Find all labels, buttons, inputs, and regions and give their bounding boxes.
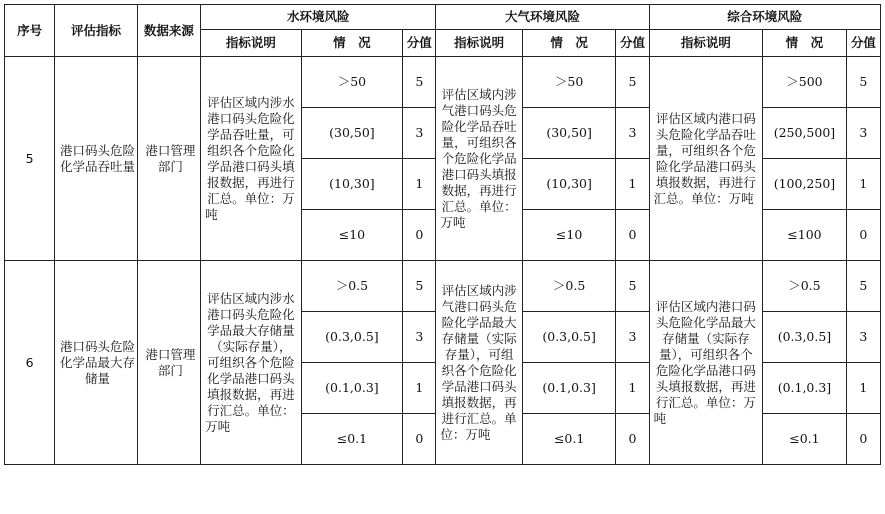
source-cell: 港口管理部门 bbox=[137, 261, 200, 465]
water-score-cell: 0 bbox=[403, 414, 436, 465]
combined-score-cell: 5 bbox=[846, 261, 880, 312]
combined-condition-cell: (250,500] bbox=[763, 108, 846, 159]
header-combined-risk: 综合环境风险 bbox=[649, 5, 880, 30]
header-source: 数据来源 bbox=[137, 5, 200, 57]
combined-desc-cell: 评估区域内港口码头危险化学品吞吐量，可组织各个危险化学品港口码头填报数据，再进行汇总。单位：万吨 bbox=[649, 57, 763, 261]
water-condition-cell: ＞0.5 bbox=[301, 261, 403, 312]
header-indicator: 评估指标 bbox=[55, 5, 137, 57]
combined-condition-cell: (0.3,0.5] bbox=[763, 312, 846, 363]
header-row-1 bbox=[5, 5, 881, 30]
air-score-cell: 1 bbox=[616, 159, 649, 210]
combined-condition-cell: ＞500 bbox=[763, 57, 846, 108]
combined-score-cell: 3 bbox=[846, 108, 880, 159]
combined-score-cell: 0 bbox=[846, 210, 880, 261]
header-combined-condition: 情 况 bbox=[763, 30, 846, 57]
combined-condition-cell: ≤0.1 bbox=[763, 414, 846, 465]
air-condition-cell: (10,30] bbox=[522, 159, 616, 210]
water-condition-cell: ≤10 bbox=[301, 210, 403, 261]
water-score-cell: 5 bbox=[403, 57, 436, 108]
header-air-score: 分值 bbox=[616, 30, 649, 57]
water-condition-cell: ＞50 bbox=[301, 57, 403, 108]
combined-condition-cell: (100,250] bbox=[763, 159, 846, 210]
water-score-cell: 1 bbox=[403, 159, 436, 210]
water-desc-cell: 评估区域内涉水港口码头危险化学品吞吐量，可组织各个危险化学品港口码头填报数据，再进行汇总。单位：万吨 bbox=[201, 57, 302, 261]
indicator-cell: 港口码头危险化学品最大存储量 bbox=[55, 261, 137, 465]
combined-score-cell: 5 bbox=[846, 57, 880, 108]
header-water-condition: 情 况 bbox=[301, 30, 403, 57]
header-water-risk: 水环境风险 bbox=[201, 5, 436, 30]
air-score-cell: 0 bbox=[616, 414, 649, 465]
air-score-cell: 3 bbox=[616, 108, 649, 159]
combined-score-cell: 0 bbox=[846, 414, 880, 465]
combined-score-cell: 3 bbox=[846, 312, 880, 363]
air-score-cell: 5 bbox=[616, 261, 649, 312]
water-desc-cell: 评估区域内涉水港口码头危险化学品最大存储量（实际存量），可组织各个危险化学品港口码头填报数据，再进行汇总。单位：万吨 bbox=[201, 261, 302, 465]
combined-condition-cell: (0.1,0.3] bbox=[763, 363, 846, 414]
combined-desc-cell: 评估区域内港口码头危险化学品最大存储量（实际存量），可组织各个危险化学品港口码头填报数据，再进行汇总。单位：万吨 bbox=[649, 261, 763, 465]
indicator-cell: 港口码头危险化学品吞吐量 bbox=[55, 57, 137, 261]
water-score-cell: 1 bbox=[403, 363, 436, 414]
air-score-cell: 0 bbox=[616, 210, 649, 261]
water-condition-cell: (0.1,0.3] bbox=[301, 363, 403, 414]
water-condition-cell: (30,50] bbox=[301, 108, 403, 159]
water-score-cell: 0 bbox=[403, 210, 436, 261]
table-row bbox=[5, 261, 881, 312]
header-air-risk: 大气环境风险 bbox=[436, 5, 649, 30]
water-condition-cell: (10,30] bbox=[301, 159, 403, 210]
air-condition-cell: (0.3,0.5] bbox=[522, 312, 616, 363]
water-condition-cell: ≤0.1 bbox=[301, 414, 403, 465]
air-condition-cell: (0.1,0.3] bbox=[522, 363, 616, 414]
air-condition-cell: ≤0.1 bbox=[522, 414, 616, 465]
air-score-cell: 1 bbox=[616, 363, 649, 414]
air-score-cell: 5 bbox=[616, 57, 649, 108]
water-score-cell: 3 bbox=[403, 108, 436, 159]
combined-score-cell: 1 bbox=[846, 159, 880, 210]
air-condition-cell: (30,50] bbox=[522, 108, 616, 159]
air-condition-cell: ＞50 bbox=[522, 57, 616, 108]
combined-score-cell: 1 bbox=[846, 363, 880, 414]
air-desc-cell: 评估区域内涉气港口码头危险化学品吞吐量，可组织各个危险化学品港口码头填报数据，再进行汇总。单位：万吨 bbox=[436, 57, 522, 261]
header-air-condition: 情 况 bbox=[522, 30, 616, 57]
air-score-cell: 3 bbox=[616, 312, 649, 363]
risk-assessment-table bbox=[4, 4, 881, 465]
combined-condition-cell: ≤100 bbox=[763, 210, 846, 261]
header-seq: 序号 bbox=[5, 5, 55, 57]
water-score-cell: 5 bbox=[403, 261, 436, 312]
header-water-desc: 指标说明 bbox=[201, 30, 302, 57]
seq-cell: 5 bbox=[5, 57, 55, 261]
water-score-cell: 3 bbox=[403, 312, 436, 363]
table-row bbox=[5, 57, 881, 108]
seq-cell: 6 bbox=[5, 261, 55, 465]
water-condition-cell: (0.3,0.5] bbox=[301, 312, 403, 363]
header-combined-score: 分值 bbox=[846, 30, 880, 57]
air-desc-cell: 评估区域内涉气港口码头危险化学品最大存储量（实际存量），可组织各个危险化学品港口码头填报数据，再进行汇总。单位：万吨 bbox=[436, 261, 522, 465]
header-water-score: 分值 bbox=[403, 30, 436, 57]
header-air-desc: 指标说明 bbox=[436, 30, 522, 57]
air-condition-cell: ≤10 bbox=[522, 210, 616, 261]
header-combined-desc: 指标说明 bbox=[649, 30, 763, 57]
source-cell: 港口管理部门 bbox=[137, 57, 200, 261]
combined-condition-cell: ＞0.5 bbox=[763, 261, 846, 312]
air-condition-cell: ＞0.5 bbox=[522, 261, 616, 312]
